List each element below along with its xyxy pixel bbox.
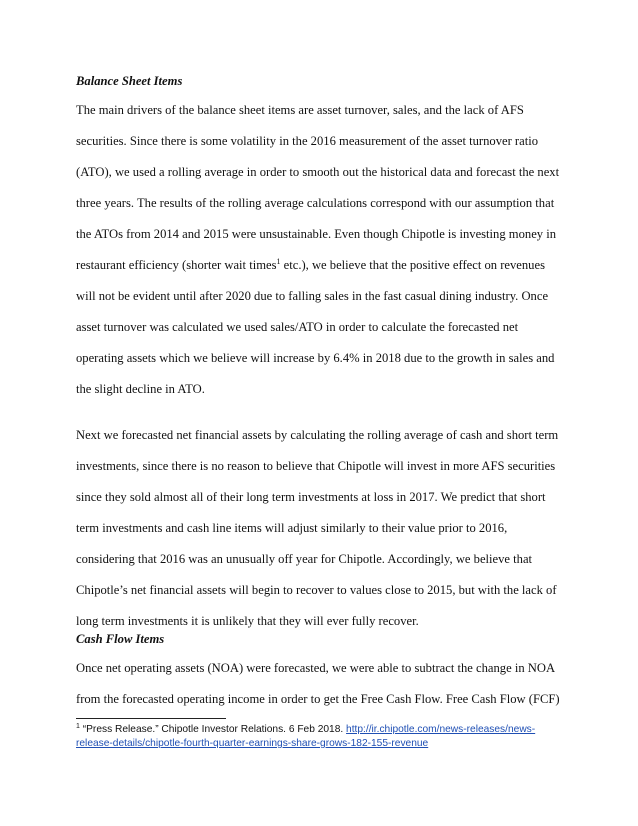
- paragraph-line: term investments and cash line items will adjust similarly to their value prior to 2016,: [76, 521, 508, 535]
- paragraph-line: long term investments it is unlikely that they will ever fully recover.: [76, 614, 419, 628]
- paragraph-line: investments, since there is no reason to believe that Chipotle will invest in more AFS securities: [76, 459, 556, 473]
- line-text: etc.), we believe that the positive effect on revenues: [280, 258, 545, 272]
- paragraph-line: Chipotle’s net financial assets will begin to recover to values close to 2015, but with the lack of: [76, 583, 557, 597]
- paragraph-line: asset turnover was calculated we used sales/ATO in order to calculate the forecasted net: [76, 320, 519, 334]
- footnote-line: [76, 737, 566, 751]
- paragraph-line: since they sold almost all of their long term investments at loss in 2017. We predict that short: [76, 490, 546, 504]
- section-heading-cash-flow: Cash Flow Items: [76, 632, 165, 646]
- paragraph-line: from the forecasted operating income in order to get the Free Cash Flow. Free Cash Flow (FCF): [76, 692, 560, 706]
- paragraph-line: the slight decline in ATO.: [76, 382, 205, 396]
- paragraph-line: operating assets which we believe will increase by 6.4% in 2018 due to the growth in sales and: [76, 351, 555, 365]
- footnote-reference[interactable]: 1: [276, 257, 281, 266]
- paragraph-line: three years. The results of the rolling average calculations correspond with our assumption that: [76, 196, 555, 210]
- paragraph-line: The main drivers of the balance sheet items are asset turnover, sales, and the lack of AFS: [76, 103, 524, 117]
- footnote-link-continuation[interactable]: release-details/chipotle-fourth-quarter-earnings-share-grows-182-155-revenue: [76, 738, 429, 749]
- paragraph-line: securities. Since there is some volatility in the 2016 measurement of the asset turnover ratio: [76, 134, 538, 148]
- paragraph-line: will not be evident until after 2020 due to falling sales in the fast casual dining industry. Once: [76, 289, 549, 303]
- footnote-line: [76, 723, 566, 737]
- paragraph-line: Next we forecasted net financial assets by calculating the rolling average of cash and short term: [76, 428, 559, 442]
- line-text: restaurant efficiency (shorter wait times: [76, 258, 277, 272]
- footnote-separator: [76, 718, 226, 719]
- footnote-link[interactable]: http://ir.chipotle.com/news-releases/news-: [346, 724, 536, 735]
- section-heading-balance-sheet: Balance Sheet Items: [76, 74, 183, 88]
- paragraph-line: the ATOs from 2014 and 2015 were unsustainable. Even though Chipotle is investing money in: [76, 227, 557, 241]
- paragraph-line: considering that 2016 was an unusually off year for Chipotle. Accordingly, we believe that: [76, 552, 533, 566]
- paragraph-line: (ATO), we used a rolling average in order to smooth out the historical data and forecast the next: [76, 165, 560, 179]
- paragraph-line: [76, 257, 545, 273]
- footnote: [76, 723, 566, 751]
- footnote-marker: 1: [76, 723, 80, 730]
- footnote-citation: “Press Release.” Chipotle Investor Relations. 6 Feb 2018.: [79, 724, 347, 735]
- paragraph-line: Once net operating assets (NOA) were forecasted, we were able to subtract the change in NOA: [76, 661, 556, 675]
